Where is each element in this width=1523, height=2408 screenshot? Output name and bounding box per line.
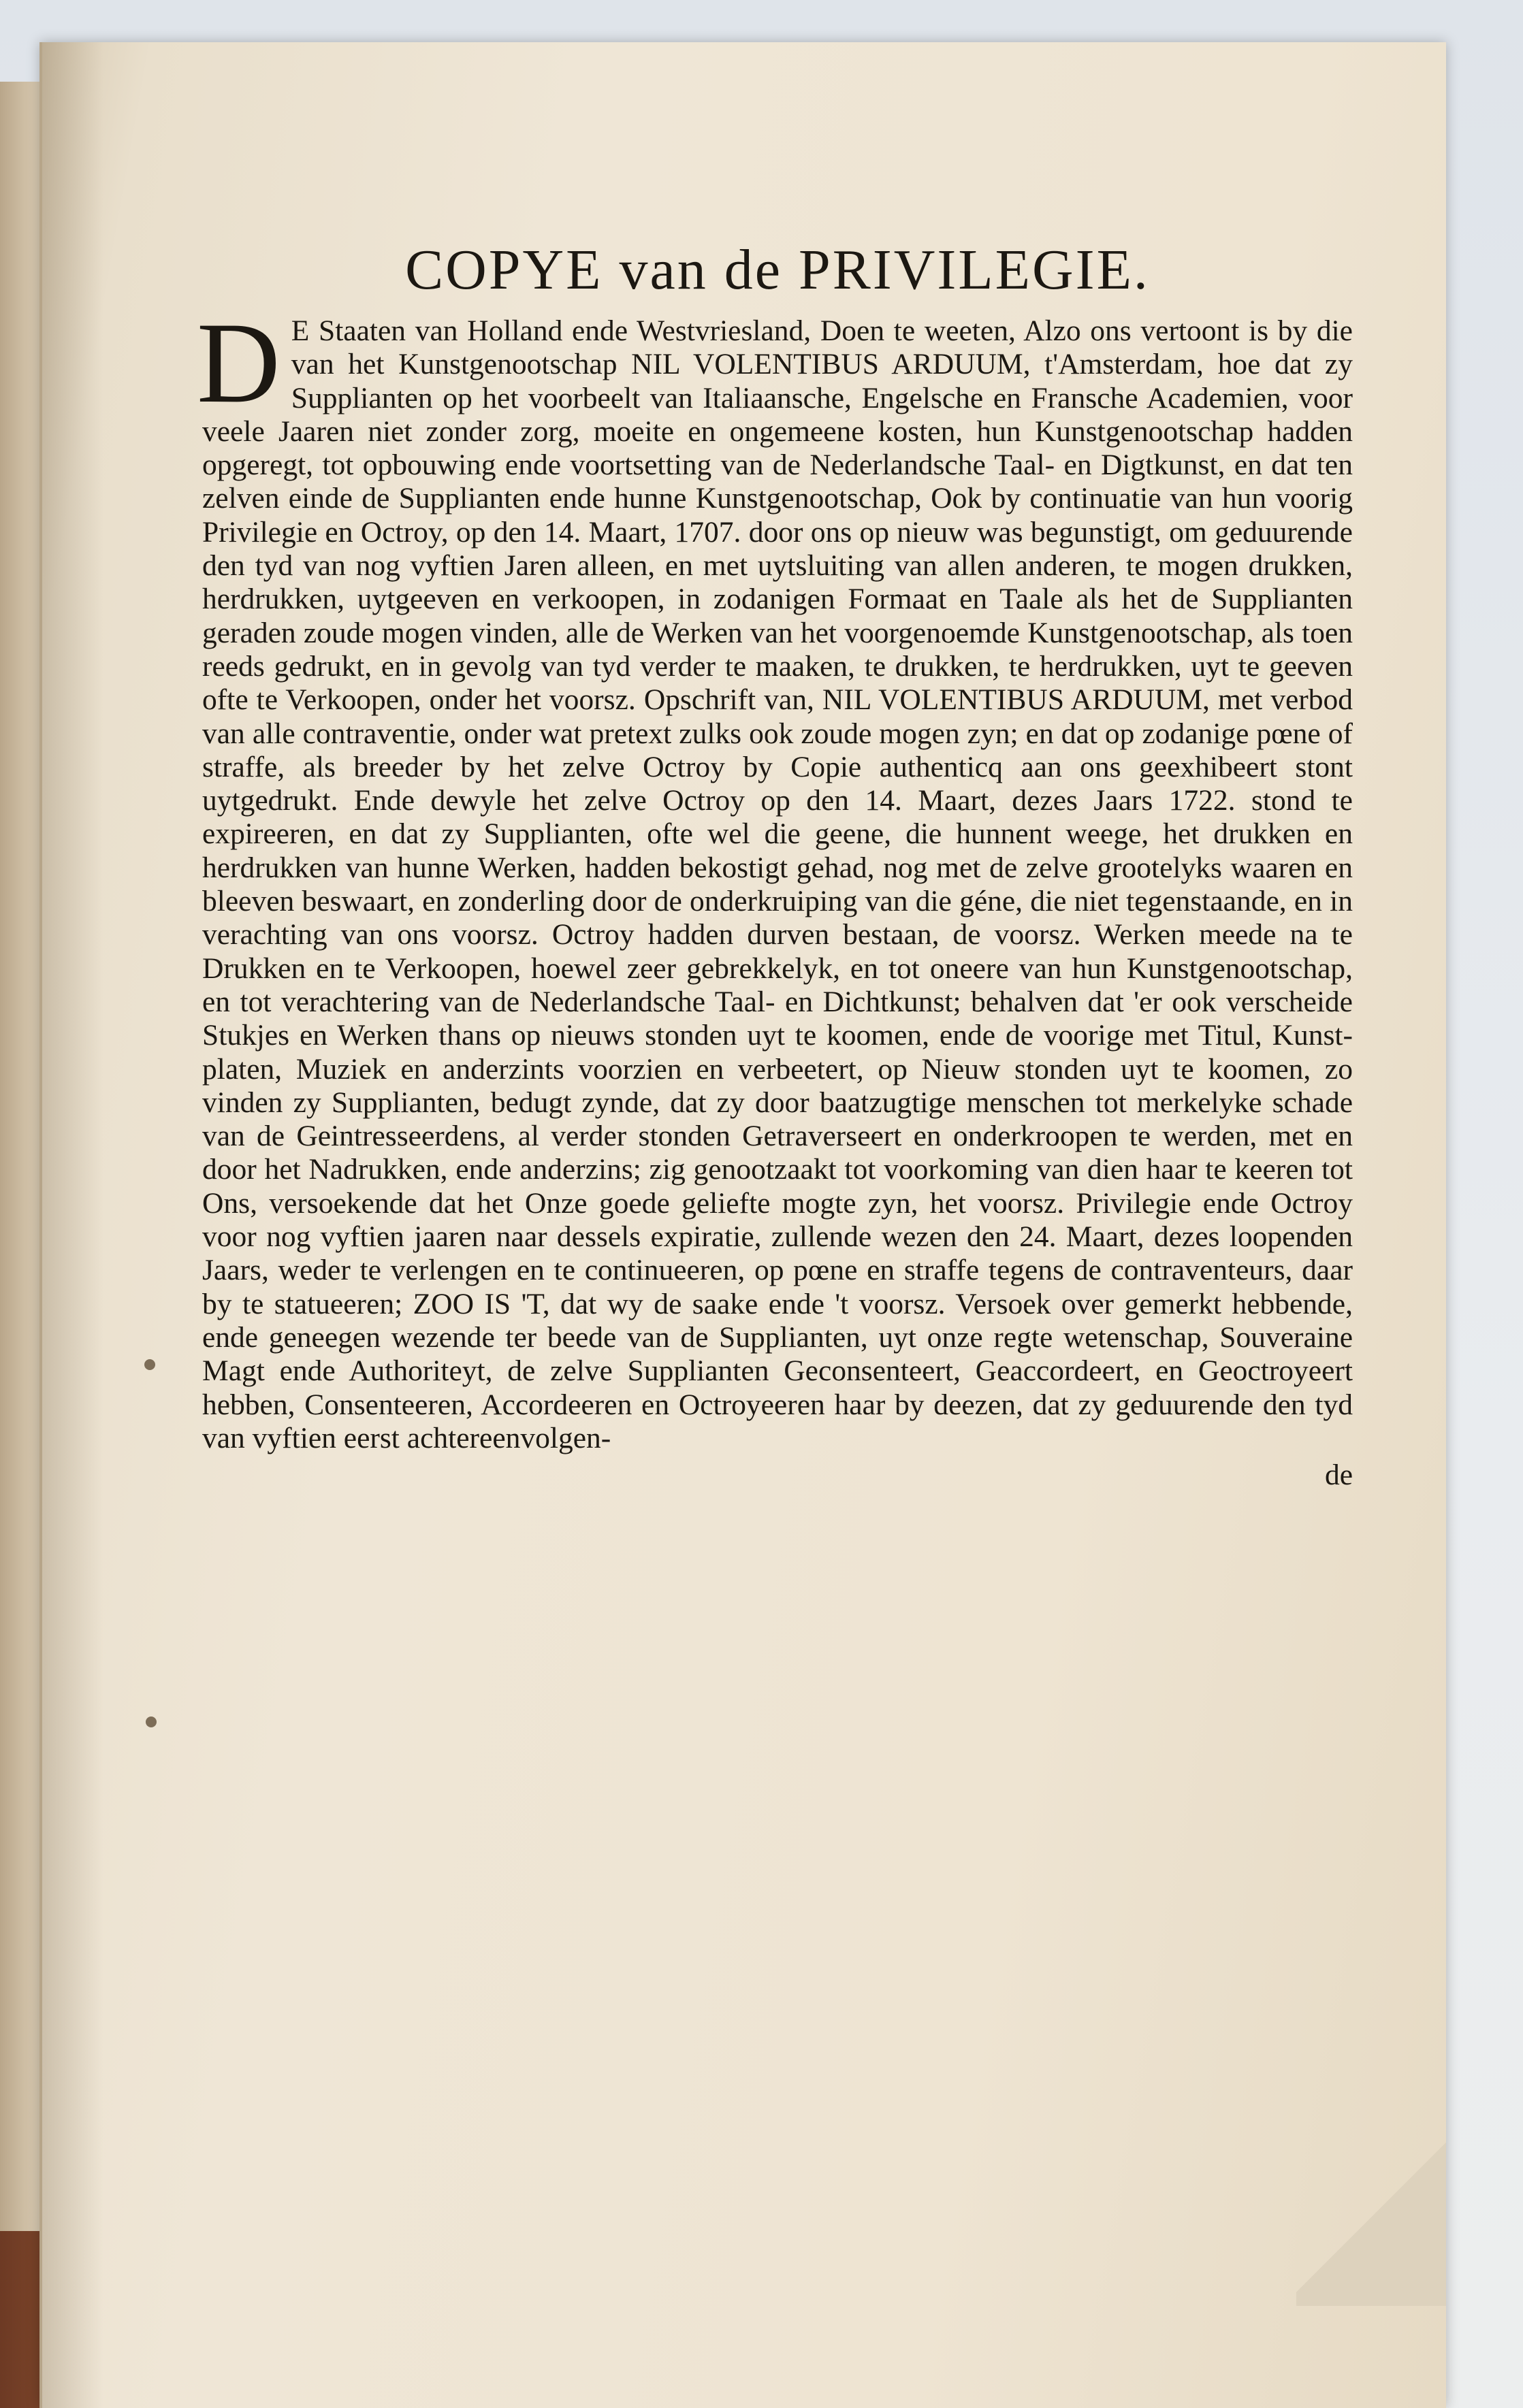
gutter-shadow (42, 42, 103, 2408)
page-title: COPYE van de PRIVILEGIE. (405, 238, 1150, 302)
book-page (39, 42, 1446, 2408)
page-content (197, 233, 1353, 1492)
drop-cap: D (197, 299, 280, 427)
catchword: de (1324, 1459, 1353, 1492)
binding-hole (146, 1716, 157, 1727)
binding-hole (144, 1359, 155, 1370)
folded-corner (1296, 2129, 1446, 2306)
body-text: E Staaten van Holland ende Westvriesland, Doen te weeten, Alzo ons vertoont is by die van het Kunstgenootschap NIL VOLENTIBUS ARDUUM, t'Amsterdam, hoe dat zy Supplianten op het voorbeelt van Italiaansche, Engelsche en Fransche Academien, voor veele Jaaren niet zonder zorg, moeite en ongemeene kosten, hun Kunstgenootschap hadden opgeregt, tot opbouwing ende voortsetting van de Nederlandsche Taal- en Digtkunst, en dat ten zelven einde de Supplianten ende hunne Kunstgenootschap, Ook by continuatie van hun voorig Privilegie en Octroy, op den 14. Maart, 1707. door ons op nieuw was begunstigt, om geduurende den tyd van nog vyftien Jaren alleen, en met uytsluiting van allen anderen, te mogen drukken, herdrukken, uytgeeven en verkoopen, in zodanigen Formaat en Taale als het de Supplianten geraden zoude mogen vinden, alle de Werken van het voorgenoemde Kunstgenootschap, als toen reeds gedrukt, en in gevolg van tyd verder te maaken, te drukken, te herdrukken, uyt te geeven ofte te Verkoopen, onder het voorsz. Opschrift van, NIL VOLENTIBUS ARDUUM, met verbod van alle contraventie, onder wat pretext zulks ook zoude mogen zyn; en dat op zodanige pœne of straffe, als breeder by het zelve Octroy by Copie authenticq aan ons geexhibeert stont uytgedrukt. Ende dewyle het zelve Octroy op den 14. Maart, dezes Jaars 1722. stond te expireeren, en dat zy Supplianten, ofte wel die geene, die hunnent weege, het drukken en herdrukken van hunne Werken, hadden bekostigt gehad, nog met de zelve grootelyks waaren en bleeven beswaart, en zonderling door de onderkruiping van die géne, die niet tegenstaande, en in verachting van ons voorsz. Octroy hadden durven bestaan, de voorsz. Werken meede na te Drukken en te Verkoopen, hoewel zeer gebrekkelyk, en tot oneere van hun Kunstgenootschap, en tot verachtering van de Nederlandsche Taal- en Dichtkunst; behalven dat 'er ook verscheide Stukjes en Werken thans op nieuws stonden uyt te koomen, ende de voorige met Titul, Kunst-platen, Muziek en anderzints voorzien en verbeetert, op Nieuw stonden uyt te koomen, zo vinden zy Supplianten, bedugt zynde, dat zy door baatzugtige menschen tot merkelyke schade van de Geintresseerdens, al verder stonden Getraverseert en onderkroopen te werden, met en door het Nadrukken, ende anderzins; zig genootzaakt tot voorkoming van dien haar te keeren tot Ons, versoekende dat het Onze goede geliefte mogte zyn, het voorsz. Privilegie ende Octroy voor nog vyftien jaaren naar dessels expiratie, zullende wezen den 24. Maart, dezes loopenden Jaars, weder te verlengen en te continueeren, op pœne en straffe tegens de contraventeurs, daar by te statueeren; ZOO IS 'T, dat wy de saake ende 't voorsz. Versoek over gemerkt hebbende, ende geneegen wezende ter beede van de Supplianten, uyt onze regte wetenschap, Souveraine Magt ende Authoriteyt, de zelve Supplianten Geconsenteert, Geaccordeert, en Geoctroyeert hebben, Consenteeren, Accordeeren en Octroyeeren haar by deezen, dat zy geduurende den tyd van vyftien eerst achtereenvolgen- (202, 314, 1353, 1454)
privilege-text (197, 299, 1353, 1455)
